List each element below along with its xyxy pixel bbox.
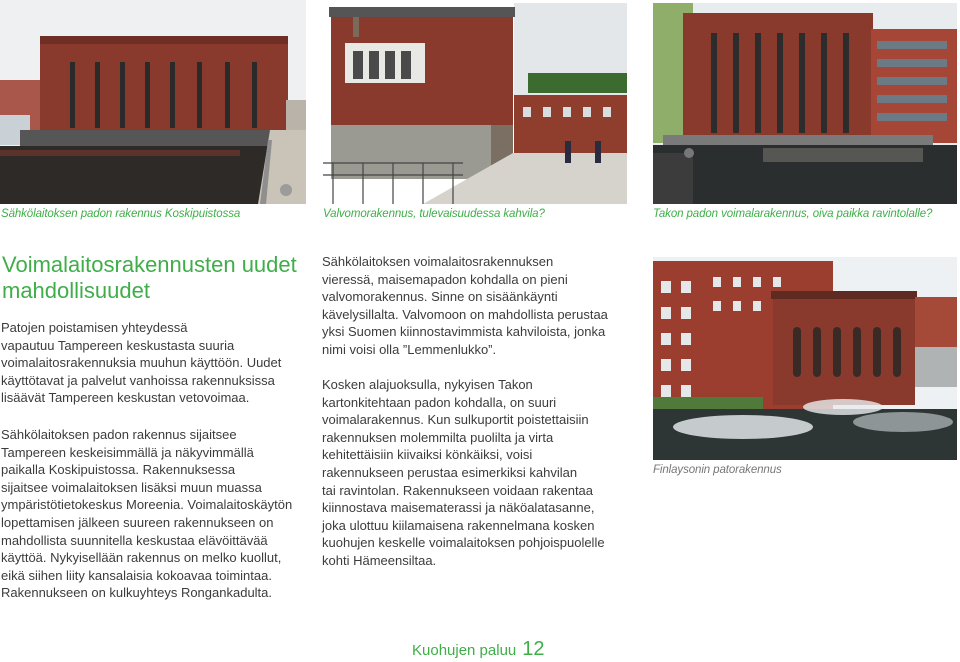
heading-line: mahdollisuudet [2, 278, 150, 303]
photo-control-building [323, 3, 627, 204]
left-paragraph-2 [1, 426, 292, 602]
text-line: yksi Suomen kiinnostavimmista kahviloista, jonka [322, 324, 606, 340]
photo-caption-koskipuisto: Sähkölaitoksen padon rakennus Koskipuistossa [1, 208, 241, 220]
text-line: Kosken alajuoksulla, nykyisen Takon [322, 377, 533, 392]
text-line: paikalla Koskipuistossa. Rakennuksessa [1, 462, 236, 478]
photo-caption-finlayson: Finlaysonin patorakennus [653, 464, 782, 476]
text-line: eikä siihen liity kansalaisia kokoavaa toimintaa. [1, 567, 272, 583]
text-line: käyttötavat ja palvelut vanhoissa rakennuksissa [1, 372, 275, 388]
text-line: lisäävät Tampereen keskustan vetovoimaa. [1, 390, 250, 406]
text-line: sijaitsee voimalaitoksen lisäksi muun muassa [1, 479, 262, 495]
text-line: valvomorakennus. Sinne on sisäänkäynti [322, 289, 558, 305]
text-line: kävelysillalta. Valvomoon on mahdollista perustaa [322, 306, 608, 322]
text-line: kehitettäisiin kiivaiksi könkäiksi, voisi [322, 447, 533, 463]
text-line: nimi voisi olla ”Lemmenlukko”. [322, 341, 497, 357]
publication-title: Kuohujen paluu [412, 642, 517, 659]
photo-caption-tako: Takon padon voimalarakennus, oiva paikka ravintolalle? [653, 208, 933, 220]
section-heading [2, 252, 302, 304]
text-line: kohti Hämeensiltaa. [322, 552, 437, 568]
text-line: tai ravintolan. Rakennukseen voidaan rakentaa [322, 482, 594, 498]
text-line: Tampereen keskeisimmällä ja näkyvimmällä [1, 444, 254, 460]
middle-paragraph-2 [322, 376, 605, 570]
left-paragraph-1 [1, 319, 281, 407]
text-line: lopettamisen jälkeen suureen rakennukseen on [1, 514, 274, 530]
text-line: mahdollista suunnitella keskustaa elävöittävää [1, 532, 268, 548]
photo-finlayson-dam-building [653, 257, 957, 460]
photo-caption-control-building: Valvomorakennus, tulevaisuudessa kahvila? [323, 208, 545, 220]
text-line: käyttöä. Nykyisellään rakennus on melko kuollut, [1, 550, 282, 566]
text-line: Sähkölaitoksen padon rakennus sijaitsee [1, 427, 237, 442]
heading-line: Voimalaitosrakennusten uudet [2, 252, 297, 277]
text-line: ympäristötietokeskus Moreenia. Voimalaitoskäytön [1, 497, 293, 513]
text-line: rakennuksen molemmilta puolilta ja virta [322, 429, 554, 445]
text-line: kuohujen keskelle voimalaitoksen pohjoispuolelle [322, 535, 605, 551]
text-line: Rakennukseen on kulkuyhteys Rongankadulta. [1, 585, 273, 601]
text-line: vieressä, maisemapadon kohdalla on pieni [322, 271, 568, 287]
text-line: joka ulottuu kiilamaisena rakennelmana kosken [322, 517, 595, 533]
text-line: Patojen poistamisen yhteydessä [1, 320, 188, 335]
page-number: 12 [522, 638, 545, 660]
photo-tako-power-plant [653, 3, 957, 204]
photo-koskipuisto-dam-building [0, 0, 306, 204]
text-line: voimalaitosrakennuksia muuhun käyttöön. Uudet [1, 355, 282, 371]
text-line: rakennukseen perustaa esimerkiksi kahvilan [322, 464, 578, 480]
text-line: Sähkölaitoksen voimalaitosrakennuksen [322, 254, 554, 269]
text-line: vapautuu Tampereen keskustasta suuria [1, 337, 235, 353]
middle-paragraph-1 [322, 253, 608, 359]
text-line: voimalarakennus. Kun sulkuportit poistettaisiin [322, 412, 589, 428]
text-line: kartonkitehtaan padon kohdalla, on suuri [322, 394, 557, 410]
text-line: kiinnostava maisematerassi ja näköalatasanne, [322, 500, 595, 516]
page-footer [412, 638, 545, 661]
